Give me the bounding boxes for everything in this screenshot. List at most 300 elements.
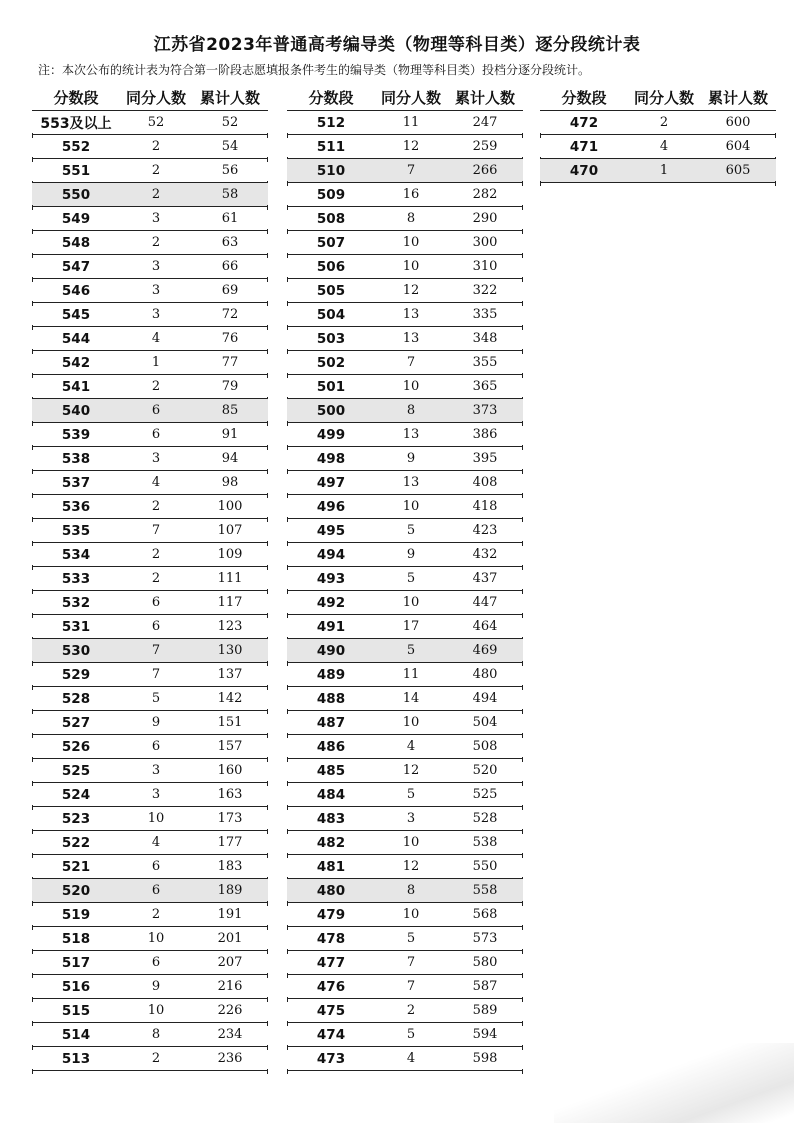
score-cell: 541 [61, 378, 91, 395]
cumulative-cell: 568 [472, 907, 498, 922]
same-count-cell: 7 [151, 523, 161, 538]
score-cell: 544 [61, 330, 91, 347]
score-cell: 523 [61, 810, 91, 827]
cumulative-cell: 550 [472, 859, 498, 874]
same-count-cell: 14 [402, 691, 420, 706]
cumulative-cell: 282 [472, 187, 498, 202]
table-row [32, 783, 268, 807]
table-row [287, 399, 523, 423]
cumulative-cell: 226 [217, 1003, 243, 1018]
cumulative-cell: 77 [221, 355, 239, 370]
same-count-cell: 2 [151, 571, 161, 586]
table-row [287, 615, 523, 639]
table-row [32, 639, 268, 663]
same-count-cell: 5 [406, 643, 416, 658]
same-count-cell: 16 [402, 187, 420, 202]
cumulative-cell: 423 [472, 523, 498, 538]
same-count-cell: 11 [402, 115, 420, 130]
table-row [32, 1023, 268, 1047]
cumulative-cell: 600 [725, 115, 751, 130]
score-cell: 493 [316, 570, 346, 587]
cumulative-cell: 525 [472, 787, 498, 802]
table-row [287, 783, 523, 807]
table-row [287, 279, 523, 303]
same-count-cell: 10 [402, 907, 420, 922]
cumulative-cell: 54 [221, 139, 239, 154]
cumulative-cell: 520 [472, 763, 498, 778]
table-row [287, 471, 523, 495]
cumulative-cell: 157 [217, 739, 243, 754]
score-cell: 492 [316, 594, 346, 611]
same-count-cell: 6 [151, 427, 161, 442]
header-same-count: 同分人数 [380, 88, 441, 107]
table-row [287, 639, 523, 663]
score-cell: 509 [316, 186, 346, 203]
cumulative-cell: 63 [221, 235, 239, 250]
score-cell: 502 [316, 354, 346, 371]
score-cell: 473 [316, 1050, 346, 1067]
score-cell: 553及以上 [40, 115, 112, 132]
cumulative-cell: 335 [472, 307, 498, 322]
page-title: 江苏省2023年普通高考编导类（物理等科目类）逐分段统计表 [153, 35, 641, 55]
cumulative-cell: 386 [472, 427, 498, 442]
table-column-1 [32, 84, 268, 1071]
cumulative-cell: 56 [221, 163, 239, 178]
same-count-cell: 3 [406, 811, 416, 826]
table-row [32, 447, 268, 471]
same-count-cell: 2 [151, 163, 161, 178]
score-cell: 486 [316, 738, 346, 755]
score-cell: 499 [316, 426, 346, 443]
score-cell: 510 [316, 162, 346, 179]
table-row [287, 927, 523, 951]
cumulative-cell: 117 [217, 595, 243, 610]
same-count-cell: 2 [151, 139, 161, 154]
cumulative-cell: 322 [472, 283, 498, 298]
header-cumulative: 累计人数 [707, 88, 768, 107]
score-cell: 479 [316, 906, 346, 923]
cumulative-cell: 558 [472, 883, 498, 898]
cumulative-cell: 111 [217, 571, 243, 586]
cumulative-cell: 395 [472, 451, 498, 466]
score-cell: 505 [316, 282, 346, 299]
same-count-cell: 2 [151, 1051, 161, 1066]
score-cell: 489 [316, 666, 346, 683]
table-row [287, 255, 523, 279]
table-row [287, 327, 523, 351]
cumulative-cell: 538 [472, 835, 498, 850]
table-row [32, 255, 268, 279]
table-row [287, 567, 523, 591]
score-cell: 481 [316, 858, 346, 875]
header-cumulative: 累计人数 [454, 88, 515, 107]
table-row [32, 495, 268, 519]
score-cell: 516 [61, 978, 91, 995]
table-row [32, 279, 268, 303]
table-row [32, 807, 268, 831]
score-cell: 497 [316, 474, 346, 491]
table-row [540, 135, 776, 159]
table-row [287, 303, 523, 327]
same-count-cell: 9 [406, 547, 416, 562]
table-row [287, 375, 523, 399]
table-row [287, 183, 523, 207]
score-cell: 552 [61, 138, 91, 155]
table-row [32, 375, 268, 399]
score-cell: 521 [61, 858, 91, 875]
same-count-cell: 2 [151, 235, 161, 250]
score-cell: 545 [61, 306, 91, 323]
same-count-cell: 9 [406, 451, 416, 466]
cumulative-cell: 72 [221, 307, 239, 322]
cumulative-cell: 604 [725, 139, 751, 154]
score-cell: 485 [316, 762, 346, 779]
score-cell: 528 [61, 690, 91, 707]
same-count-cell: 5 [151, 691, 161, 706]
score-cell: 530 [61, 642, 91, 659]
table-row [32, 711, 268, 735]
cumulative-cell: 259 [472, 139, 498, 154]
score-cell: 482 [316, 834, 346, 851]
score-cell: 504 [316, 306, 346, 323]
score-cell: 532 [61, 594, 91, 611]
table-row [287, 879, 523, 903]
same-count-cell: 5 [406, 931, 416, 946]
same-count-cell: 6 [151, 619, 161, 634]
same-count-cell: 12 [402, 859, 420, 874]
table-row [287, 231, 523, 255]
table-row [32, 591, 268, 615]
table-row [287, 1023, 523, 1047]
cumulative-cell: 580 [472, 955, 498, 970]
same-count-cell: 4 [406, 739, 416, 754]
same-count-cell: 8 [151, 1027, 161, 1042]
score-cell: 507 [316, 234, 346, 251]
table-row [287, 663, 523, 687]
table-row [540, 159, 776, 183]
table-row [287, 111, 523, 135]
score-cell: 546 [61, 282, 91, 299]
cumulative-cell: 85 [221, 403, 239, 418]
score-cell: 515 [61, 1002, 91, 1019]
score-cell: 491 [316, 618, 346, 635]
score-cell: 550 [61, 186, 91, 203]
same-count-cell: 10 [402, 715, 420, 730]
table-note: 注：本次公布的统计表为符合第一阶段志愿填报条件考生的编导类（物理等科目类）投档分逐分段统计。 [38, 63, 591, 77]
header-cumulative: 累计人数 [199, 88, 260, 107]
same-count-cell: 5 [406, 523, 416, 538]
header-same-count: 同分人数 [633, 88, 694, 107]
table-row [287, 447, 523, 471]
score-cell: 520 [61, 882, 91, 899]
score-cell: 519 [61, 906, 91, 923]
table-row [287, 735, 523, 759]
table-row [287, 495, 523, 519]
table-header [540, 84, 776, 111]
same-count-cell: 3 [151, 283, 161, 298]
same-count-cell: 9 [151, 979, 161, 994]
table-row [32, 423, 268, 447]
cumulative-cell: 76 [221, 331, 239, 346]
cumulative-cell: 183 [217, 859, 243, 874]
same-count-cell: 9 [151, 715, 161, 730]
same-count-cell: 8 [406, 211, 416, 226]
cumulative-cell: 234 [217, 1027, 243, 1042]
table-row [287, 423, 523, 447]
table-row [287, 543, 523, 567]
cumulative-cell: 528 [472, 811, 498, 826]
table-row [32, 519, 268, 543]
score-cell: 533 [61, 570, 91, 587]
same-count-cell: 2 [151, 547, 161, 562]
cumulative-cell: 79 [221, 379, 239, 394]
score-cell: 534 [61, 546, 91, 563]
table-row [287, 903, 523, 927]
same-count-cell: 10 [402, 259, 420, 274]
cumulative-cell: 480 [472, 667, 498, 682]
same-count-cell: 7 [151, 643, 161, 658]
same-count-cell: 7 [406, 955, 416, 970]
table-row [32, 663, 268, 687]
same-count-cell: 2 [659, 115, 669, 130]
table-row [32, 951, 268, 975]
cumulative-cell: 130 [217, 643, 243, 658]
table-row [32, 831, 268, 855]
score-cell: 484 [316, 786, 346, 803]
same-count-cell: 5 [406, 1027, 416, 1042]
score-cell: 483 [316, 810, 346, 827]
score-cell: 537 [61, 474, 91, 491]
same-count-cell: 7 [406, 979, 416, 994]
score-cell: 536 [61, 498, 91, 515]
same-count-cell: 5 [406, 571, 416, 586]
table-row [287, 831, 523, 855]
cumulative-cell: 58 [221, 187, 239, 202]
same-count-cell: 5 [406, 787, 416, 802]
cumulative-cell: 432 [472, 547, 498, 562]
score-cell: 540 [61, 402, 91, 419]
score-cell: 476 [316, 978, 346, 995]
table-row [32, 231, 268, 255]
same-count-cell: 6 [151, 403, 161, 418]
table-row [287, 1047, 523, 1071]
same-count-cell: 3 [151, 259, 161, 274]
table-row [287, 591, 523, 615]
same-count-cell: 13 [402, 427, 420, 442]
cumulative-cell: 216 [217, 979, 243, 994]
cumulative-cell: 266 [472, 163, 498, 178]
score-cell: 547 [61, 258, 91, 275]
cumulative-cell: 201 [217, 931, 243, 946]
table-row [32, 135, 268, 159]
table-row [32, 399, 268, 423]
same-count-cell: 3 [151, 211, 161, 226]
score-cell: 512 [316, 114, 346, 131]
cumulative-cell: 408 [472, 475, 498, 490]
table-row [32, 855, 268, 879]
table-row [287, 207, 523, 231]
table-row [287, 999, 523, 1023]
score-cell: 494 [316, 546, 346, 563]
cumulative-cell: 418 [472, 499, 498, 514]
same-count-cell: 2 [151, 187, 161, 202]
score-cell: 501 [316, 378, 346, 395]
same-count-cell: 10 [402, 835, 420, 850]
cumulative-cell: 151 [217, 715, 243, 730]
table-row [32, 303, 268, 327]
table-row [287, 135, 523, 159]
cumulative-cell: 52 [221, 115, 239, 130]
table-row [32, 975, 268, 999]
score-cell: 551 [61, 162, 91, 179]
score-cell: 477 [316, 954, 346, 971]
same-count-cell: 10 [147, 811, 165, 826]
cumulative-cell: 142 [217, 691, 243, 706]
table-row [32, 759, 268, 783]
table-row [32, 567, 268, 591]
same-count-cell: 12 [402, 139, 420, 154]
same-count-cell: 1 [659, 163, 669, 178]
cumulative-cell: 290 [472, 211, 498, 226]
score-cell: 506 [316, 258, 346, 275]
score-cell: 470 [569, 162, 599, 179]
table-row [287, 759, 523, 783]
score-cell: 487 [316, 714, 346, 731]
score-cell: 522 [61, 834, 91, 851]
same-count-cell: 52 [147, 115, 165, 130]
table-row [32, 879, 268, 903]
cumulative-cell: 373 [472, 403, 498, 418]
score-cell: 539 [61, 426, 91, 443]
cumulative-cell: 160 [217, 763, 243, 778]
same-count-cell: 8 [406, 403, 416, 418]
score-cell: 535 [61, 522, 91, 539]
table-row [32, 927, 268, 951]
cumulative-cell: 587 [472, 979, 498, 994]
same-count-cell: 4 [151, 331, 161, 346]
table-row [287, 159, 523, 183]
same-count-cell: 3 [151, 763, 161, 778]
table-row [287, 855, 523, 879]
cumulative-cell: 173 [217, 811, 243, 826]
table-row [32, 687, 268, 711]
cumulative-cell: 137 [217, 667, 243, 682]
cumulative-cell: 589 [472, 1003, 498, 1018]
score-cell: 474 [316, 1026, 346, 1043]
cumulative-cell: 109 [217, 547, 243, 562]
score-cell: 549 [61, 210, 91, 227]
table-row [32, 183, 268, 207]
same-count-cell: 12 [402, 763, 420, 778]
same-count-cell: 3 [151, 307, 161, 322]
score-cell: 488 [316, 690, 346, 707]
score-cell: 471 [569, 138, 599, 155]
score-cell: 524 [61, 786, 91, 803]
cumulative-cell: 605 [725, 163, 751, 178]
cumulative-cell: 66 [221, 259, 239, 274]
same-count-cell: 8 [406, 883, 416, 898]
score-cell: 518 [61, 930, 91, 947]
score-cell: 511 [316, 138, 346, 155]
same-count-cell: 6 [151, 595, 161, 610]
cumulative-cell: 598 [472, 1051, 498, 1066]
cumulative-cell: 300 [472, 235, 498, 250]
same-count-cell: 6 [151, 883, 161, 898]
cumulative-cell: 469 [472, 643, 498, 658]
same-count-cell: 4 [659, 139, 669, 154]
same-count-cell: 10 [402, 499, 420, 514]
same-count-cell: 6 [151, 859, 161, 874]
header-same-count: 同分人数 [125, 88, 186, 107]
score-cell: 475 [316, 1002, 346, 1019]
table-row [287, 951, 523, 975]
same-count-cell: 17 [402, 619, 420, 634]
header-score: 分数段 [53, 88, 99, 107]
table-row [287, 975, 523, 999]
table-row [32, 615, 268, 639]
table-row [32, 735, 268, 759]
cumulative-cell: 447 [472, 595, 498, 610]
score-cell: 508 [316, 210, 346, 227]
cumulative-cell: 355 [472, 355, 498, 370]
cumulative-cell: 189 [217, 883, 243, 898]
page-curl-shadow [554, 1043, 794, 1123]
table-row [287, 351, 523, 375]
score-cell: 498 [316, 450, 346, 467]
same-count-cell: 2 [406, 1003, 416, 1018]
same-count-cell: 4 [406, 1051, 416, 1066]
same-count-cell: 10 [402, 379, 420, 394]
score-cell: 495 [316, 522, 346, 539]
cumulative-cell: 594 [472, 1027, 498, 1042]
cumulative-cell: 91 [221, 427, 239, 442]
header-score: 分数段 [308, 88, 354, 107]
score-cell: 529 [61, 666, 91, 683]
cumulative-cell: 100 [217, 499, 243, 514]
same-count-cell: 2 [151, 499, 161, 514]
score-cell: 503 [316, 330, 346, 347]
score-cell: 542 [61, 354, 91, 371]
score-cell: 513 [61, 1050, 91, 1067]
same-count-cell: 10 [147, 931, 165, 946]
table-row [32, 471, 268, 495]
same-count-cell: 3 [151, 451, 161, 466]
cumulative-cell: 504 [472, 715, 498, 730]
score-cell: 472 [569, 114, 599, 131]
score-cell: 538 [61, 450, 91, 467]
score-cell: 478 [316, 930, 346, 947]
score-cell: 527 [61, 714, 91, 731]
cumulative-cell: 123 [217, 619, 243, 634]
cumulative-cell: 573 [472, 931, 498, 946]
table-header [32, 84, 268, 111]
same-count-cell: 6 [151, 955, 161, 970]
cumulative-cell: 365 [472, 379, 498, 394]
same-count-cell: 10 [402, 595, 420, 610]
cumulative-cell: 94 [221, 451, 239, 466]
table-column-3 [540, 84, 776, 183]
table-row [287, 687, 523, 711]
table-header [287, 84, 523, 111]
table-row [32, 207, 268, 231]
same-count-cell: 1 [151, 355, 161, 370]
same-count-cell: 4 [151, 475, 161, 490]
cumulative-cell: 69 [221, 283, 239, 298]
same-count-cell: 7 [406, 163, 416, 178]
same-count-cell: 2 [151, 379, 161, 394]
score-cell: 548 [61, 234, 91, 251]
cumulative-cell: 207 [217, 955, 243, 970]
